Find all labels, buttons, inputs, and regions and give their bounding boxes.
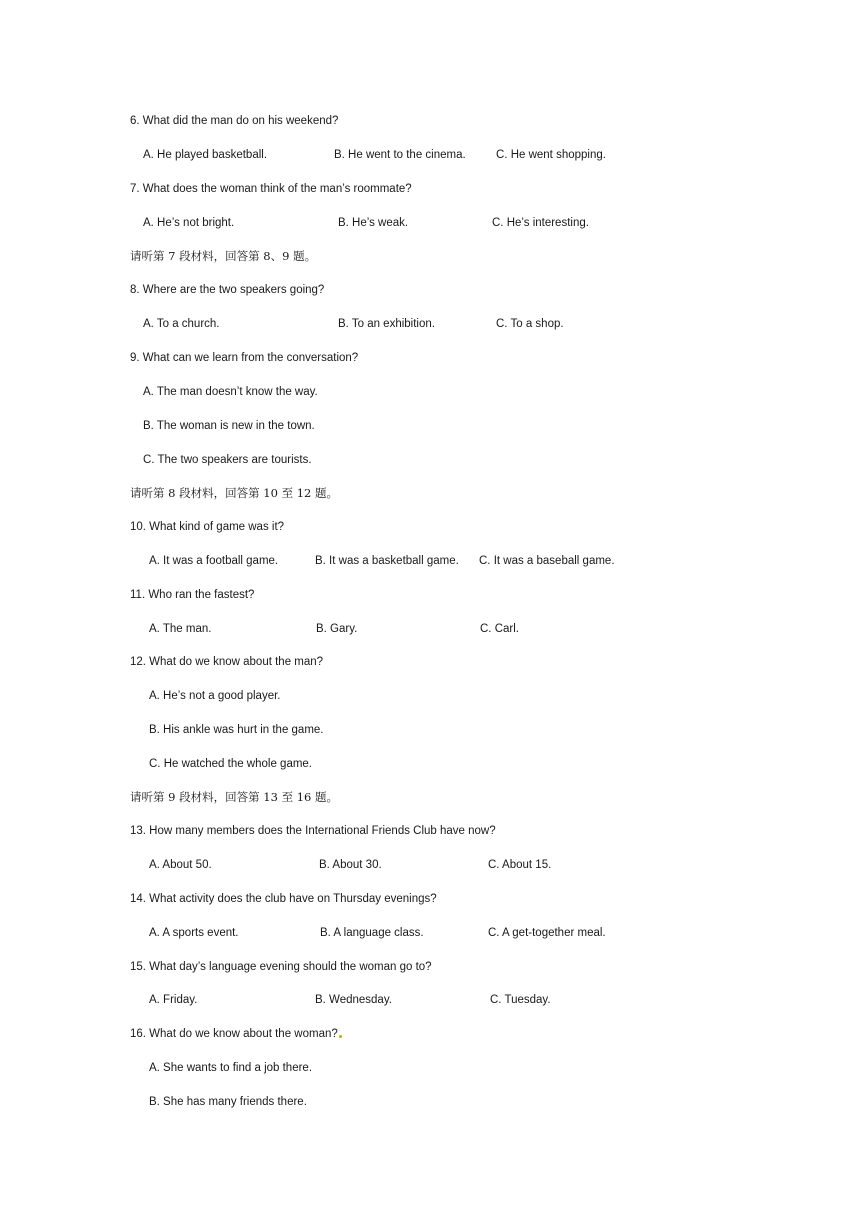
q11-option-c: C. Carl. xyxy=(480,623,519,635)
question-8: 8. Where are the two speakers going? xyxy=(130,284,325,296)
question-7: 7. What does the woman think of the man’s roommate? xyxy=(130,183,412,195)
question-14: 14. What activity does the club have on Thursday evenings? xyxy=(130,893,437,905)
q9-option-a: A. The man doesn’t know the way. xyxy=(143,386,318,398)
q11-option-b: B. Gary. xyxy=(316,623,358,635)
question-16 xyxy=(130,1027,342,1041)
question-9: 9. What can we learn from the conversation? xyxy=(130,352,359,364)
question-13: 13. How many members does the International Friends Club have now? xyxy=(130,825,496,837)
q16-option-a: A. She wants to find a job there. xyxy=(149,1062,313,1074)
q13-option-b: B. About 30. xyxy=(319,859,382,871)
question-16-text: 16. What do we know about the woman? xyxy=(130,1028,338,1040)
q7-option-a: A. He’s not bright. xyxy=(143,217,235,229)
q9-option-c: C. The two speakers are tourists. xyxy=(143,454,312,466)
q15-option-c: C. Tuesday. xyxy=(490,994,551,1006)
q8-option-b: B. To an exhibition. xyxy=(338,318,435,330)
q10-option-c: C. It was a baseball game. xyxy=(479,555,615,567)
q12-option-b: B. His ankle was hurt in the game. xyxy=(149,724,324,736)
mark-dot xyxy=(339,1035,342,1038)
question-12: 12. What do we know about the man? xyxy=(130,656,324,668)
section-7-instruction: 请听第 7 段材料，回答第 8、9 题。 xyxy=(130,249,317,263)
q15-option-b: B. Wednesday. xyxy=(315,994,392,1006)
question-6: 6. What did the man do on his weekend? xyxy=(130,115,339,127)
q8-option-c: C. To a shop. xyxy=(496,318,564,330)
question-15: 15. What day’s language evening should the woman go to? xyxy=(130,961,432,973)
q7-option-b: B. He’s weak. xyxy=(338,217,409,229)
q11-option-a: A. The man. xyxy=(149,623,212,635)
q14-option-a: A. A sports event. xyxy=(149,927,239,939)
q16-option-b: B. She has many friends there. xyxy=(149,1096,307,1108)
q7-option-c: C. He’s interesting. xyxy=(492,217,589,229)
section-9-instruction: 请听第 9 段材料，回答第 13 至 16 题。 xyxy=(130,790,339,804)
q8-option-a: A. To a church. xyxy=(143,318,220,330)
q9-option-b: B. The woman is new in the town. xyxy=(143,420,315,432)
q13-option-c: C. About 15. xyxy=(488,859,552,871)
q12-option-a: A. He’s not a good player. xyxy=(149,690,281,702)
section-8-instruction: 请听第 8 段材料，回答第 10 至 12 题。 xyxy=(130,486,339,500)
q12-option-c: C. He watched the whole game. xyxy=(149,758,313,770)
question-11: 11. Who ran the fastest? xyxy=(130,589,255,601)
q6-option-a: A. He played basketball. xyxy=(143,149,268,161)
q10-option-a: A. It was a football game. xyxy=(149,555,279,567)
q14-option-b: B. A language class. xyxy=(320,927,424,939)
q10-option-b: B. It was a basketball game. xyxy=(315,555,459,567)
q15-option-a: A. Friday. xyxy=(149,994,198,1006)
q6-option-b: B. He went to the cinema. xyxy=(334,149,466,161)
q14-option-c: C. A get-together meal. xyxy=(488,927,606,939)
q13-option-a: A. About 50. xyxy=(149,859,212,871)
question-10: 10. What kind of game was it? xyxy=(130,521,285,533)
q6-option-c: C. He went shopping. xyxy=(496,149,606,161)
